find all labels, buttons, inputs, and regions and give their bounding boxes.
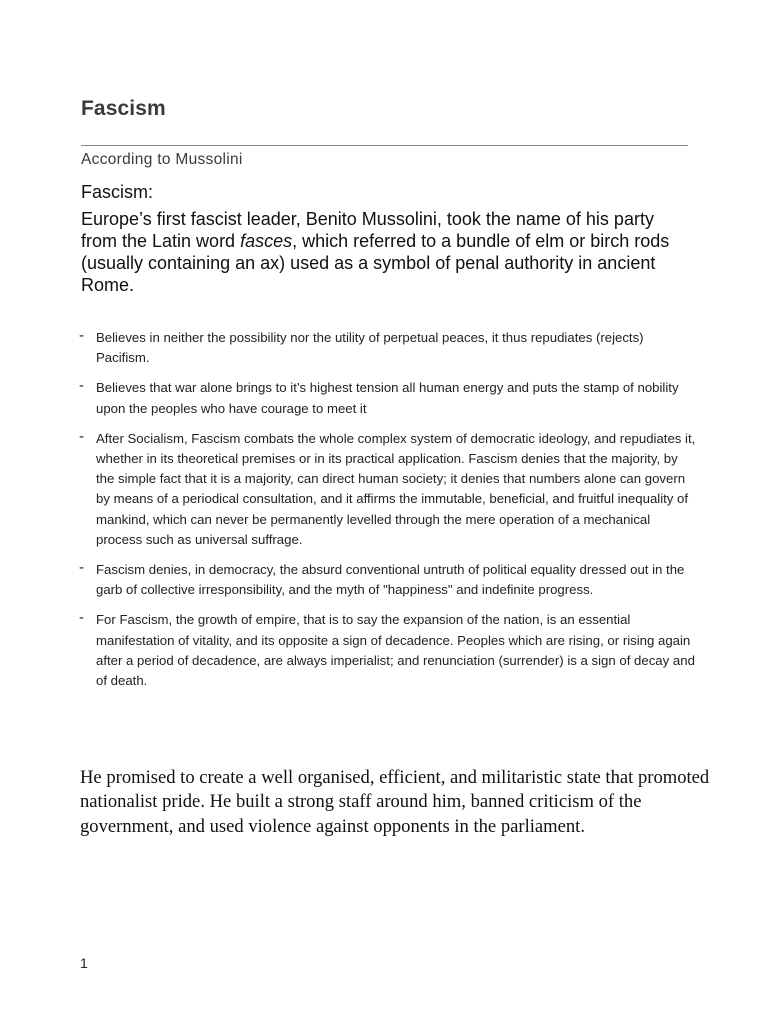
bullet-item [79, 429, 699, 550]
intro-text-end: , which referred to a bundle of elm or birch rods (usually containing an ax) used as a symbol of penal authority in ancient Rome. [81, 231, 670, 295]
bullet-marker: - [79, 559, 84, 577]
bullet-item [79, 610, 699, 691]
bullet-text: Believes in neither the possibility nor the utility of perpetual peaces, it thus repudiates (rejects) Pacifism. [96, 330, 644, 366]
page-number: 1 [80, 955, 88, 971]
bullet-marker: - [79, 609, 84, 627]
bullet-list [79, 328, 699, 701]
bullet-marker: - [79, 377, 84, 395]
page-subtitle: According to Mussolini [81, 151, 243, 168]
intro-italic-word: fasces [240, 231, 293, 251]
bullet-text: Believes that war alone brings to it’s highest tension all human energy and puts the stamp of nobility upon the peoples who have courage to meet it [96, 380, 679, 416]
page-title: Fascism [81, 97, 166, 120]
bullet-item [79, 378, 699, 418]
bullet-text: After Socialism, Fascism combats the whole complex system of democratic ideology, and repudiates it, whether in its theoretical premises or in its practical application. Fascism denies that the majority, by the simple fact that it is a majority, can direct human society; it denies that numbers alone can govern by means of a periodical consultation, and it affirms the immutable, beneficial, and fruitful inequality of mankind, which can never be permanently levelled through the mere operation of a mechanical process such as universal suffrage. [96, 430, 696, 547]
intro-paragraph [81, 208, 691, 296]
bullet-item [79, 560, 699, 600]
bullet-item [79, 328, 699, 368]
title-divider [81, 145, 688, 146]
closing-paragraph: He promised to create a well organised, efficient, and militaristic state that promoted nationalist pride. He built a strong staff around him, banned criticism of the government, and used violence against opponents in the parliament. [80, 767, 710, 837]
intro-label: Fascism: [81, 182, 153, 202]
bullet-text: For Fascism, the growth of empire, that is to say the expansion of the nation, is an essential manifestation of vitality, and its opposite a sign of decadence. Peoples which are rising, or rising again after a period of decadence, are always imperialist; and renunciation (surrender) is a sign of decay and of death. [96, 612, 695, 689]
intro-text-start: Europe’s first fascist leader, Benito Mussolini, took the name of his party from the Latin word [81, 209, 654, 251]
bullet-marker: - [79, 327, 84, 344]
bullet-text: Fascism denies, in democracy, the absurd conventional untruth of political equality dressed out in the garb of collective irresponsibility, and the myth of "happiness" and indefinite progress. [96, 562, 685, 598]
bullet-marker: - [79, 427, 84, 445]
